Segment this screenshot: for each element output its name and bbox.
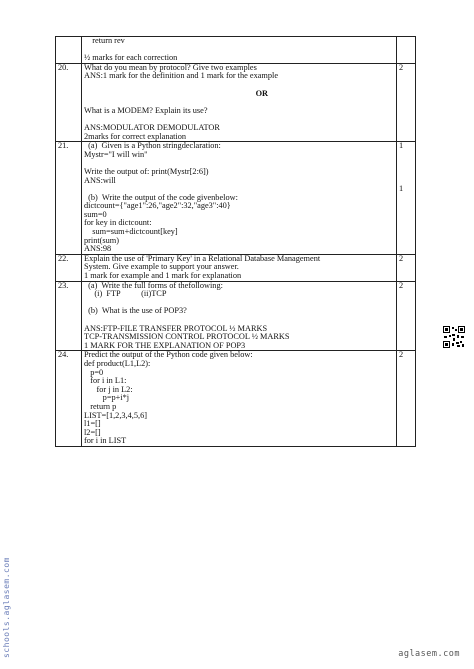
text-line: for key in dictcount: [84, 218, 152, 228]
text-line: 2marks for correct explanation [84, 131, 187, 141]
text-line: Predict the output of the Python code given below: [84, 350, 253, 360]
question-marks: 2 [397, 63, 416, 141]
text-line: Mystr="I will win" [84, 149, 148, 159]
text-line: for j in L2: [84, 384, 133, 394]
question-row [56, 37, 416, 64]
text-line: dictcount={"age1":26,"age2":32,"age3":40} [84, 201, 231, 211]
text-line: 1 MARK FOR THE EXPLANATION OF POP3 [84, 340, 246, 350]
question-text [82, 281, 397, 351]
text-line: (i) FTP (ii)TCP [84, 289, 167, 299]
question-marks [397, 37, 416, 64]
text-line: p=p+i*j [84, 393, 130, 403]
watermark-left-text: schools.aglasem.com [2, 556, 12, 659]
text-line: l1=[] [84, 419, 101, 429]
question-marks: 2 [397, 351, 416, 447]
question-marks: 2 [397, 254, 416, 281]
question-marks: 2 [397, 281, 416, 351]
question-row [56, 351, 416, 447]
text-line: ANS:FTP-FILE TRANSFER PROTOCOL ½ MARKS [84, 323, 268, 333]
question-number: 24. [56, 351, 82, 447]
question-number: 23. [56, 281, 82, 351]
question-marks: 1 1 [397, 142, 416, 255]
text-line: return p [84, 401, 117, 411]
text-line: LIST=[1,2,3,4,5,6] [84, 410, 147, 420]
question-number: 20. [56, 63, 82, 141]
watermark-vertical [2, 555, 12, 665]
text-line: l2=[] [84, 427, 101, 437]
question-row [56, 254, 416, 281]
text-line: (b) What is the use of POP3? [84, 306, 187, 316]
question-number [56, 37, 82, 64]
text-line: What is a MODEM? Explain its use? [84, 105, 208, 115]
text-line: ½ marks for each correction [84, 53, 178, 63]
text-line: sum=0 [84, 209, 107, 219]
text-line: p=0 [84, 367, 104, 377]
text-line: ANS:98 [84, 244, 112, 254]
question-text [82, 63, 397, 141]
question-row [56, 142, 416, 255]
qr-code-icon [443, 326, 465, 348]
question-text [82, 37, 397, 64]
question-row [56, 281, 416, 351]
text-line: return rev [84, 36, 125, 45]
text-line: ANS:MODULATOR DEMODULATOR [84, 122, 220, 132]
question-text [82, 142, 397, 255]
question-number: 22. [56, 254, 82, 281]
text-line: ANS:1 mark for the definition and 1 mark for the example [84, 71, 279, 81]
text-line: Write the output of: print(Mystr[2:6]) [84, 166, 209, 176]
text-line: TCP-TRANSMISSION CONTROL PROTOCOL ½ MARKS [84, 332, 290, 342]
text-line: OR [209, 88, 269, 98]
question-text [82, 351, 397, 447]
question-text [82, 254, 397, 281]
text-line: ANS:will [84, 175, 116, 185]
answer-key-table [55, 36, 416, 447]
text-line: sum=sum+dictcount[key] [84, 227, 178, 237]
text-line: (b) Write the output of the code givenbelow: [84, 192, 238, 202]
question-row [56, 63, 416, 141]
watermark-footer: aglasem.com [398, 649, 460, 659]
text-line: System. Give example to support your answer. [84, 262, 239, 272]
text-line: for i in LIST [84, 436, 127, 446]
text-line: print(sum) [84, 235, 120, 245]
text-line: for i in L1: [84, 376, 127, 386]
text-line: 1 mark for example and 1 mark for explanation [84, 271, 242, 281]
text-line: (a) Write the full forms of thefollowing: [84, 281, 223, 290]
text-line: Explain the use of 'Primary Key' in a Relational Database Management [84, 254, 321, 263]
text-line: (a) Given is a Python stringdeclaration: [84, 141, 221, 151]
question-number: 21. [56, 142, 82, 255]
text-line: def product(L1,L2): [84, 358, 151, 368]
text-line: What do you mean by protocol? Give two examples [84, 63, 257, 72]
